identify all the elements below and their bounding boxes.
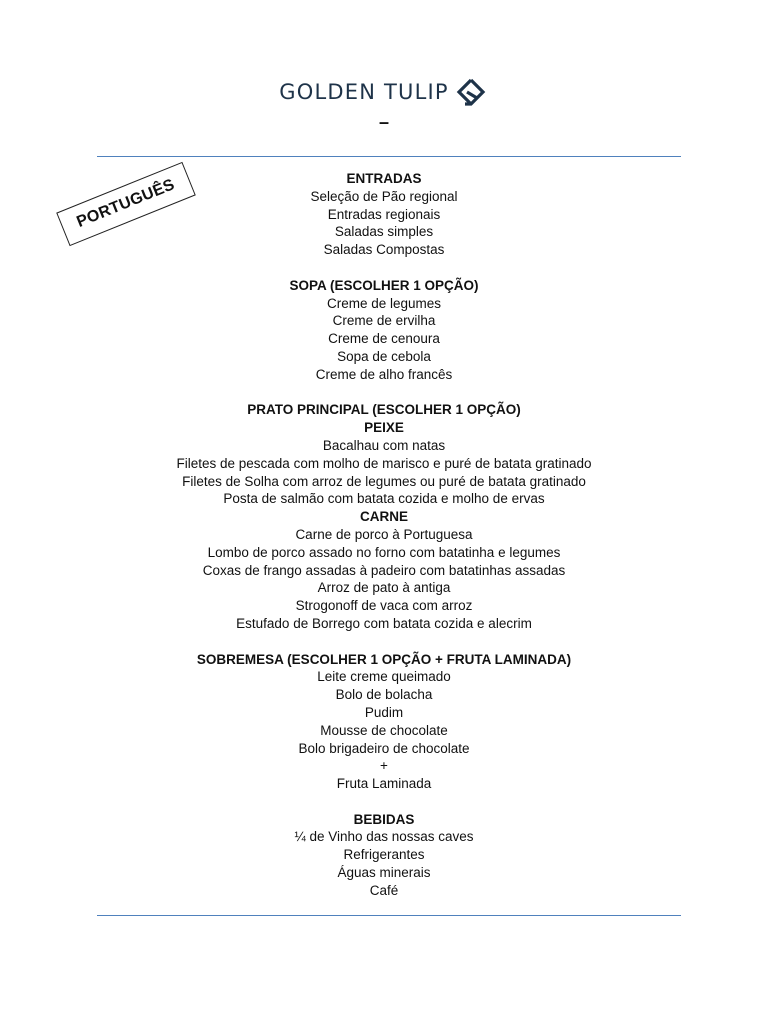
menu-item: + <box>380 758 388 774</box>
section-heading: BEBIDAS <box>353 811 415 827</box>
menu-item: Pudim <box>364 704 404 720</box>
menu-item: ¼ de Vinho das nossas caves <box>294 829 474 845</box>
menu-item: Seleção de Pão regional <box>310 188 458 204</box>
menu-item: Bolo de bolacha <box>335 687 433 703</box>
section-heading: SOPA (ESCOLHER 1 OPÇÃO) <box>289 277 479 293</box>
section-subheading: CARNE <box>359 509 408 525</box>
menu-item: Café <box>369 882 399 898</box>
menu-section <box>0 277 768 384</box>
bottom-divider <box>97 915 681 916</box>
menu-item: Mousse de chocolate <box>320 722 448 738</box>
menu-item: Saladas Compostas <box>323 242 445 258</box>
menu-section <box>0 811 768 900</box>
menu-section <box>0 401 768 632</box>
menu-item: Creme de cenoura <box>328 331 440 347</box>
section-heading: ENTRADAS <box>346 171 422 186</box>
menu-item: Saladas simples <box>334 224 434 240</box>
section-heading: SOBREMESA (ESCOLHER 1 OPÇÃO + FRUTA LAMINADA) <box>196 651 572 667</box>
menu-item: Sopa de cebola <box>337 348 431 364</box>
menu-item: Coxas de frango assadas à padeiro com batatinhas assadas <box>202 562 566 578</box>
brand-logo <box>0 76 768 108</box>
menu-item: Bacalhau com natas <box>322 437 446 453</box>
menu-item: Creme de ervilha <box>332 313 436 329</box>
menu-item: Bolo brigadeiro de chocolate <box>298 740 470 756</box>
section-subheading: PEIXE <box>364 420 404 436</box>
menu-item: Refrigerantes <box>343 847 425 863</box>
top-divider <box>97 156 681 157</box>
menu-content <box>0 170 768 900</box>
menu-item: Leite creme queimado <box>317 669 451 685</box>
language-stamp: PORTUGUÊS <box>56 162 196 246</box>
menu-item: Águas minerais <box>337 865 431 881</box>
menu-section <box>0 651 768 793</box>
menu-item: Filetes de Solha com arroz de legumes ou puré de batata gratinado <box>182 473 586 489</box>
section-heading: PRATO PRINCIPAL (ESCOLHER 1 OPÇÃO) <box>247 402 521 418</box>
menu-item: Lombo de porco assado no forno com batatinha e legumes <box>207 544 561 560</box>
menu-item: Filetes de pescada com molho de marisco e puré de batata gratinado <box>176 455 592 471</box>
tulip-logo-icon <box>455 76 489 108</box>
menu-item: Arroz de pato à antiga <box>317 580 451 596</box>
menu-section <box>0 170 768 259</box>
menu-item: Strogonoff de vaca com arroz <box>295 598 473 614</box>
menu-item: Posta de salmão com batata cozida e molho de ervas <box>223 491 545 507</box>
menu-item: Entradas regionais <box>327 206 441 222</box>
menu-item: Carne de porco à Portuguesa <box>295 526 473 542</box>
menu-item: Creme de alho francês <box>315 366 453 382</box>
menu-item: Estufado de Borrego com batata cozida e alecrim <box>236 615 532 631</box>
menu-item: Fruta Laminada <box>336 776 432 792</box>
menu-item: Creme de legumes <box>326 295 442 311</box>
brand-name: GOLDEN TULIP <box>279 79 449 104</box>
header-dash: – <box>378 112 389 132</box>
